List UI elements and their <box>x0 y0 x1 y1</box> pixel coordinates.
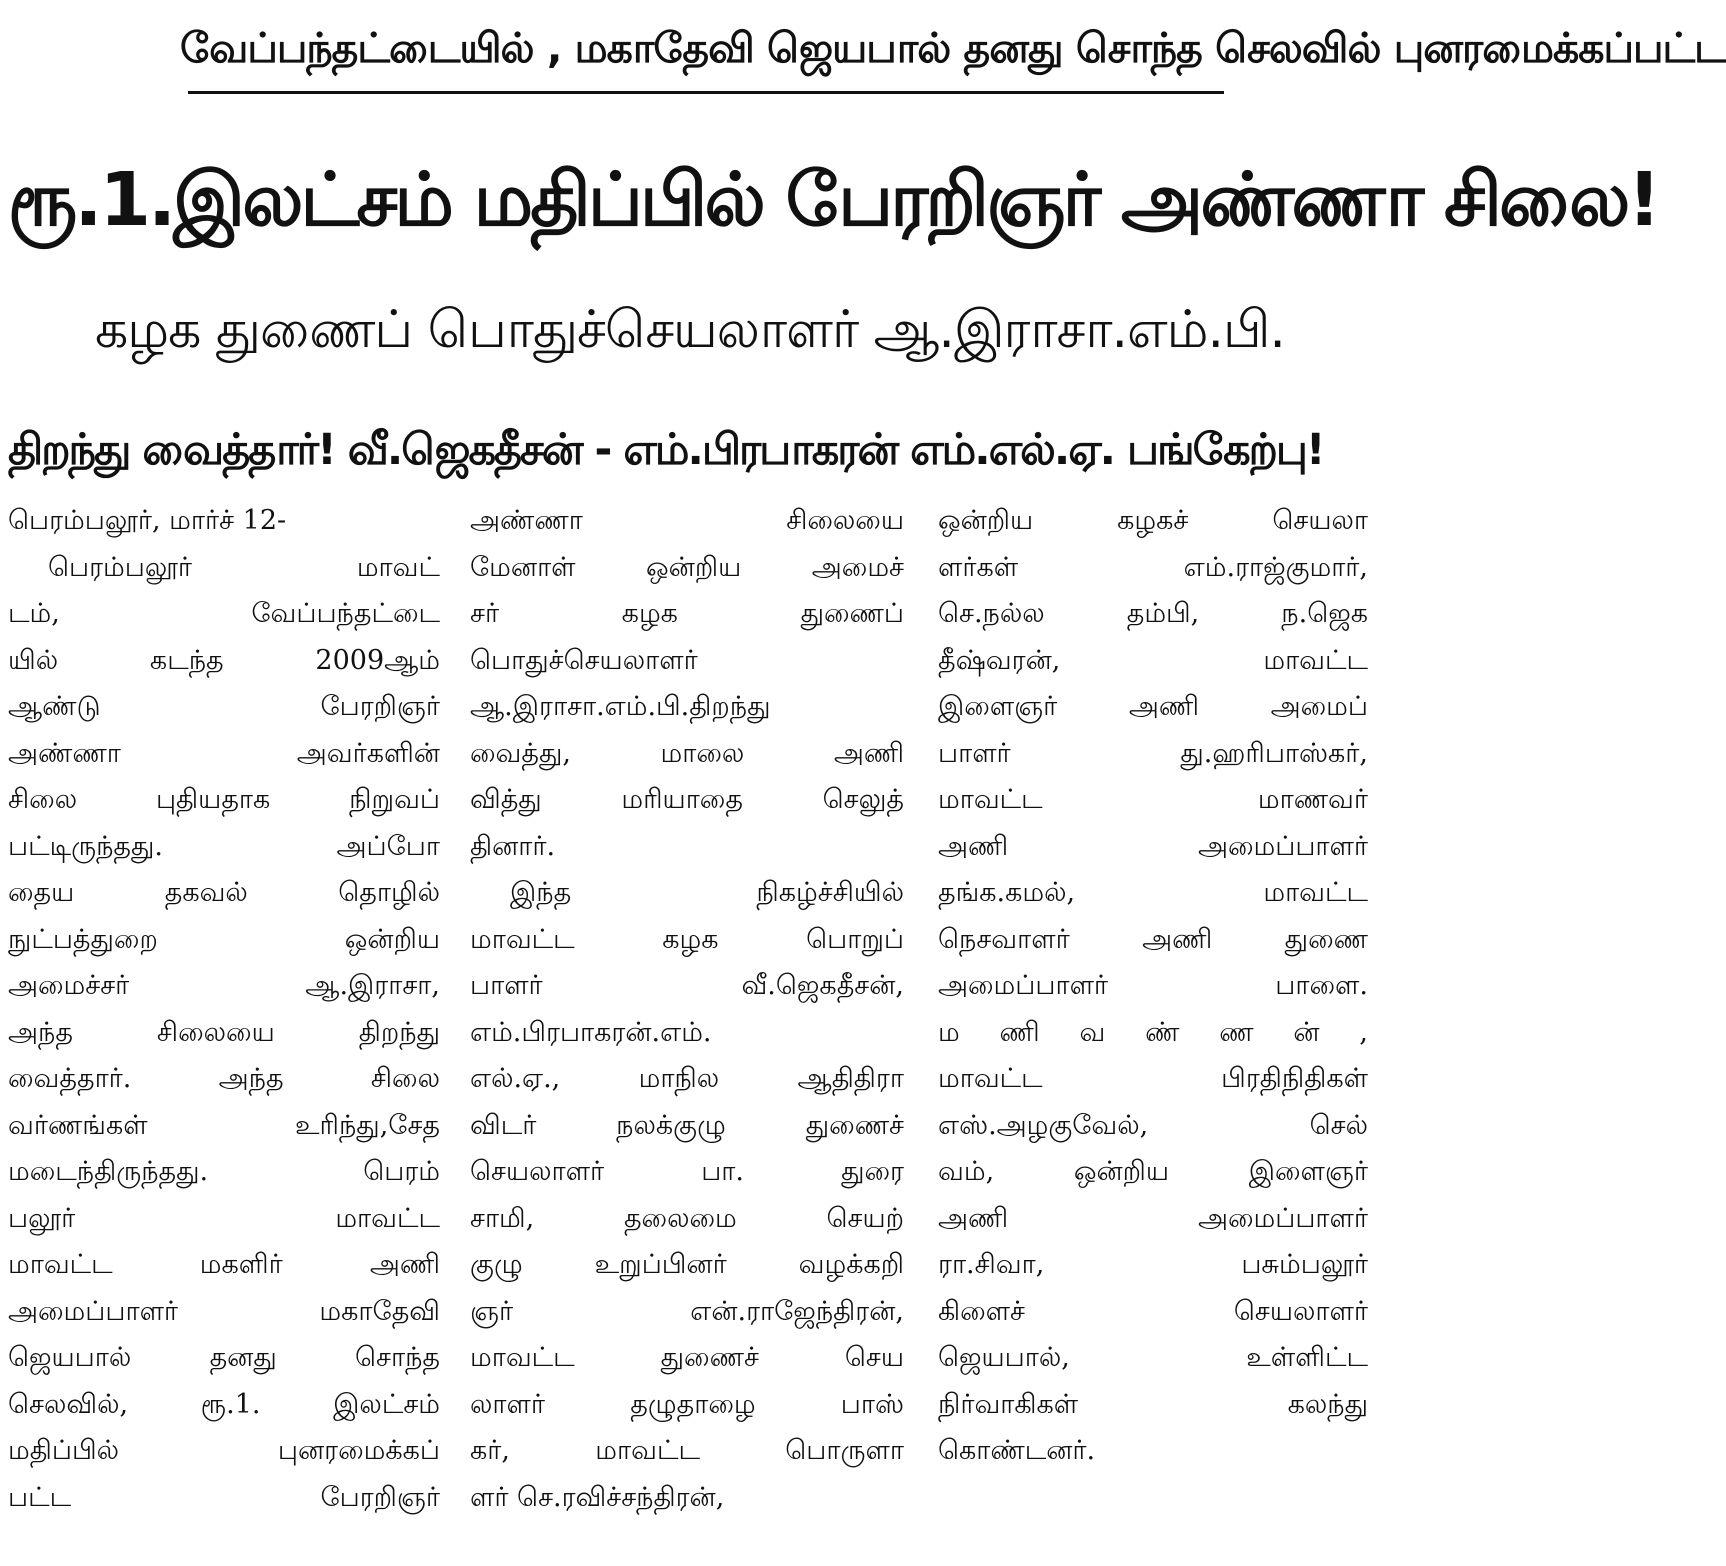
article-line: ஞர் என்.ராஜேந்திரன், <box>470 1295 904 1327</box>
article-line: மேனாள் ஒன்றிய அமைச் <box>470 551 904 583</box>
article-line: அந்த சிலையை திறந்து <box>8 1016 440 1048</box>
article-line: பட்ட பேரறிஞர் <box>8 1481 440 1513</box>
article-line: மதிப்பில் புனரமைக்கப் <box>8 1435 440 1466</box>
article-line: ம ணி வ ண் ண ன் , <box>938 1016 1368 1048</box>
kicker-headline: வேப்பந்தட்டையில் , மகாதேவி ஜெயபால் தனது சொந்த செலவில் புனரமைக்கப்பட்ட <box>180 24 1726 72</box>
main-headline: ரூ.1.இலட்சம் மதிப்பில் பேரறிஞர் அண்ணா சிலை! <box>8 157 1659 243</box>
article-line: நுட்பத்துறை ஒன்றிய <box>8 923 440 955</box>
article-line: சாமி, தலைமை செயற் <box>470 1202 904 1234</box>
article-line: ளர் செ.ரவிச்சந்திரன், <box>470 1481 725 1513</box>
article-line: வர்ணங்கள் உரிந்து,சேத <box>8 1109 440 1141</box>
article-line: விடர் நலக்குழு துணைச் <box>470 1109 904 1141</box>
article-line: அண்ணா சிலையை <box>470 505 904 536</box>
article-line: பாளர் து.ஹரிபாஸ்கர், <box>938 737 1368 769</box>
article-line: நெசவாளர் அணி துணை <box>938 923 1368 955</box>
article-line: அண்ணா அவர்களின் <box>8 737 440 769</box>
article-line: அமைப்பாளர் மகாதேவி <box>8 1295 440 1327</box>
article-line: மாவட்ட துணைச் செய <box>470 1342 904 1373</box>
kicker-underline <box>188 91 1224 94</box>
article-line: ரா.சிவா, பசும்பலூர் <box>938 1249 1368 1280</box>
article-line: யில் கடந்த 2009ஆம் <box>8 644 440 676</box>
article-line: தைய தகவல் தொழில் <box>8 877 440 908</box>
article-line: ஜெயபால் தனது சொந்த <box>8 1342 440 1373</box>
article-column-3 <box>938 498 1368 1558</box>
article-line: அமைப்பாளர் பாளை. <box>938 970 1368 1001</box>
subheadline: கழக துணைப் பொதுச்செயலாளர் ஆ.இராசா.எம்.பி. <box>95 300 1285 360</box>
article-line: வைத்தார். அந்த சிலை <box>8 1063 440 1094</box>
article-line: டம், வேப்பந்தட்டை <box>8 598 440 629</box>
article-line: பொதுச்செயலாளர் <box>470 644 698 676</box>
article-line: அணி அமைப்பாளர் <box>938 1202 1368 1234</box>
article-line: செ.நல்ல தம்பி, ந.ஜெக <box>938 598 1368 629</box>
article-line: லாளர் தழுதாழை பாஸ் <box>470 1388 904 1420</box>
article-line: தங்க.கமல், மாவட்ட <box>938 877 1368 908</box>
article-line: கொண்டனர். <box>938 1435 1096 1466</box>
deck-headline: திறந்து வைத்தார்! வீ.ஜெகதீசன் - எம்.பிரபாகரன் எம்.எல்.ஏ. பங்கேற்பு! <box>8 425 1324 475</box>
article-line: ஒன்றிய கழகச் செயலா <box>938 505 1368 536</box>
article-line: வம், ஒன்றிய இளைஞர் <box>938 1156 1368 1187</box>
article-line: நிர்வாகிகள் கலந்து <box>938 1388 1368 1420</box>
article-line: தினார். <box>470 830 556 862</box>
article-column-1 <box>8 498 440 1558</box>
article-line: கிளைச் செயலாளர் <box>938 1295 1368 1327</box>
article-line: தீஷ்வரன், மாவட்ட <box>938 644 1368 676</box>
article-line: பெரம்பலூர் மாவட் <box>48 551 440 583</box>
article-line: எம்.பிரபாகரன்.எம். <box>470 1016 712 1048</box>
article-line: ஆண்டு பேரறிஞர் <box>8 691 440 722</box>
article-line: மாவட்ட மகளிர் அணி <box>8 1249 440 1280</box>
article-line: எல்.ஏ., மாநில ஆதிதிரா <box>470 1063 904 1094</box>
article-line: மாவட்ட பிரதிநிதிகள் <box>938 1063 1368 1094</box>
article-line: அணி அமைப்பாளர் <box>938 830 1368 862</box>
article-line: சிலை புதியதாக நிறுவப் <box>8 784 440 815</box>
article-line: வித்து மரியாதை செலுத் <box>470 784 904 815</box>
article-line: செலவில், ரூ.1. இலட்சம் <box>8 1388 440 1420</box>
article-line: ஜெயபால், உள்ளிட்ட <box>938 1342 1368 1373</box>
article-line: பலூர் மாவட்ட <box>8 1202 440 1234</box>
article-line: வைத்து, மாலை அணி <box>470 737 904 769</box>
article-column-2 <box>470 498 904 1558</box>
article-line: பட்டிருந்தது. அப்போ <box>8 830 440 862</box>
article-line: எஸ்.அழகுவேல், செல் <box>938 1109 1368 1141</box>
article-line: குழு உறுப்பினர் வழக்கறி <box>470 1249 904 1280</box>
article-line: செயலாளர் பா. துரை <box>470 1156 904 1187</box>
article-line: பெரம்பலூர், மார்ச் 12- <box>8 505 287 536</box>
article-line: மாவட்ட மாணவர் <box>938 784 1368 815</box>
article-line: கர், மாவட்ட பொருளா <box>470 1435 904 1466</box>
article-line: இந்த நிகழ்ச்சியில் <box>510 877 904 908</box>
article-line: மடைந்திருந்தது. பெரம் <box>8 1156 440 1187</box>
article-line: பாளர் வீ.ஜெகதீசன், <box>470 970 904 1001</box>
article-line: ஆ.இராசா.எம்.பி.திறந்து <box>470 691 771 722</box>
article-line: மாவட்ட கழக பொறுப் <box>470 923 904 955</box>
article-line: சர் கழக துணைப் <box>470 598 904 629</box>
article-line: அமைச்சர் ஆ.இராசா, <box>8 970 440 1001</box>
article-line: இளைஞர் அணி அமைப் <box>938 691 1368 722</box>
article-line: ளர்கள் எம்.ராஜ்குமார், <box>938 551 1368 583</box>
